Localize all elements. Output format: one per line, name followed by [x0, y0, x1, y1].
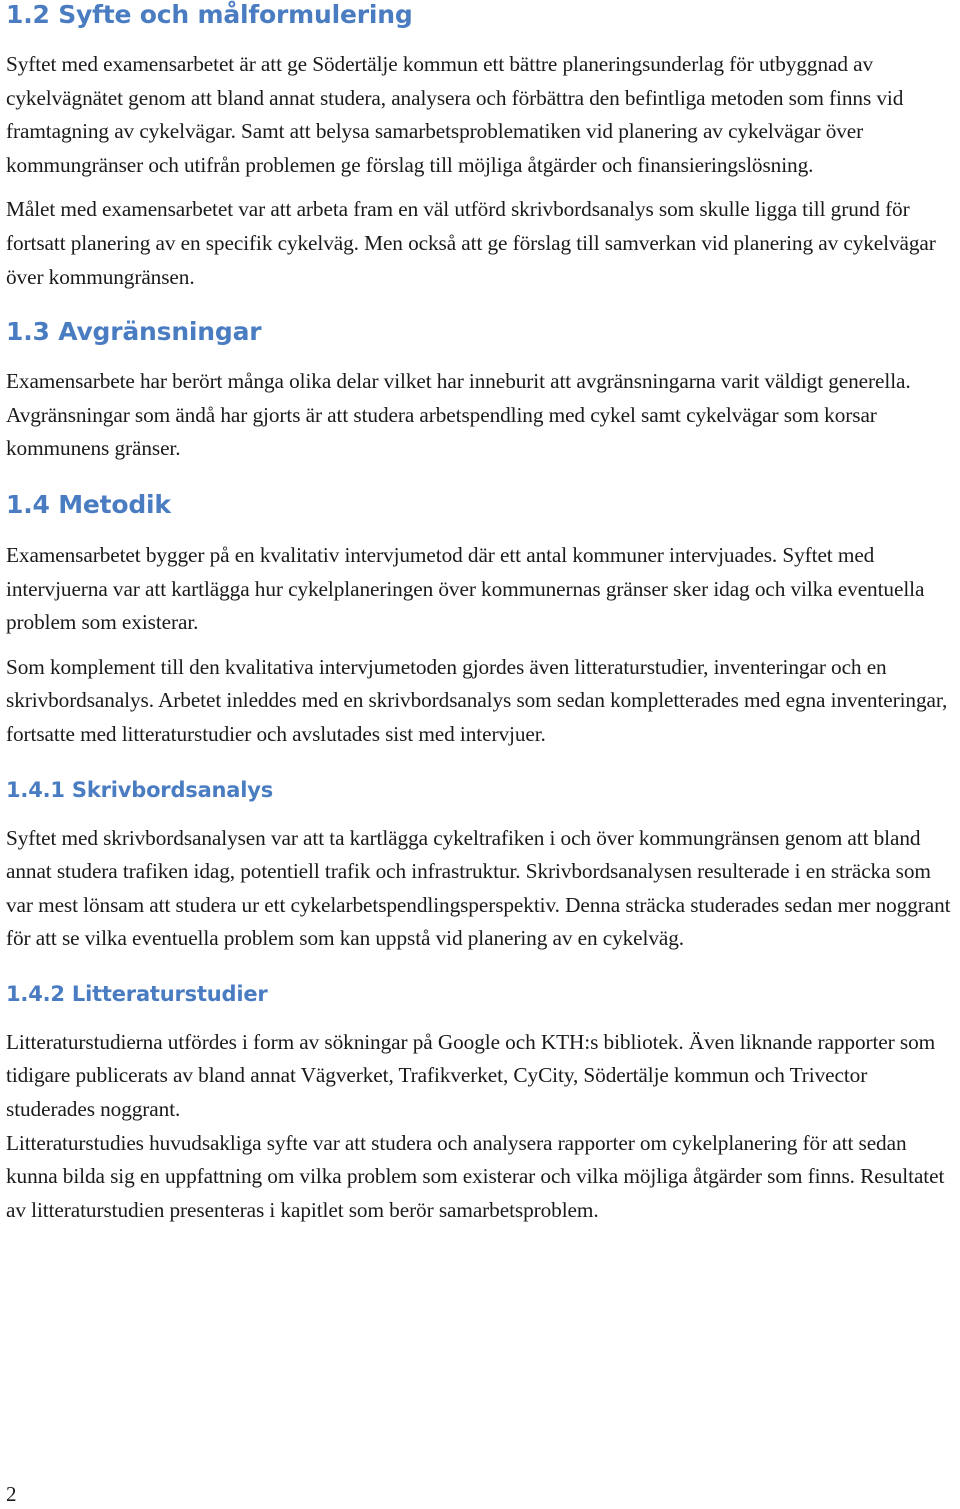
section-heading-1-4: 1.4 Metodik: [6, 489, 171, 519]
paragraph-metodik-intervju: Examensarbetet bygger på en kvalitativ intervjumetod där ett antal kommuner intervjuades. Syftet med intervjuerna var att kartlägga hur cykelplaneringen över kommunernas gränser sker idag och vilka eventuella problem som existerar.: [6, 542, 925, 635]
section-heading-1-3: 1.3 Avgränsningar: [6, 317, 262, 347]
paragraph-skrivbordsanalys: Syftet med skrivbordsanalysen var att ta kartlägga cykeltrafiken i och över kommungränsen genom att bland annat studera trafiken idag, potentiell trafik och infrastruktur. Skrivbordsanalysen resulterade i en sträcka som var mest lönsam att studera ur ett cykelarbetspendlingsperspektiv. Denna sträcka studerades sedan mer noggrant för att se vilka eventuella problem som kan uppstå vid planering av en cykelväg.: [6, 825, 951, 951]
paragraph-malet: Målet med examensarbetet var att arbeta fram en väl utförd skrivbordsanalys som skulle ligga till grund för fortsatt planering av en specifik cykelväg. Men också att ge förslag till samverkan vid planering av cykelvägar över kommungränsen.: [6, 197, 936, 289]
paragraph-avgransningar: Examensarbete har berört många olika delar vilket har inneburit att avgränsningarna varit väldigt generella. Avgränsningar som ändå har gjorts är att studera arbetspendling med cykel samt cykelvägar som korsar kommunens gränser.: [6, 369, 911, 461]
paragraph-syfte: Syftet med examensarbetet är att ge Södertälje kommun ett bättre planeringsunderlag för utbyggnad av cykelvägnätet genom att bland annat studera, analysera och förbättra den befintliga metoden som finns vid framtagning av cykelvägar. Samt att belysa samarbetsproblematiken vid planering av cykelvägar över kommungränser och utifrån problemen ge förslag till möjliga åtgärder och finansieringslösning.: [6, 52, 904, 177]
page-number: 2: [6, 1482, 17, 1506]
paragraph-litteraturstudier-sokningar: Litteraturstudierna utfördes i form av sökningar på Google och KTH:s bibliotek. Även liknande rapporter som tidigare publicerats av bland annat Vägverket, Trafikverket, CyCity, Södertälje kommun och Trivector studerades noggrant.: [6, 1029, 936, 1122]
paragraph-metodik-komplement: Som komplement till den kvalitativa intervjumetoden gjordes även litteraturstudier, inventeringar och en skrivbordsanalys. Arbetet inleddes med en skrivbordsanalys som sedan kompletterades med egna inventeringar, fortsatte med litteraturstudier och avslutades sist med intervjuer.: [6, 654, 948, 746]
document-page: [6, 0, 958, 1227]
section-heading-1-4-1: 1.4.1 Skrivbordsanalys: [6, 777, 274, 802]
section-heading-1-4-2: 1.4.2 Litteraturstudier: [6, 981, 268, 1006]
section-heading-1-2: 1.2 Syfte och målformulering: [6, 0, 413, 29]
paragraph-litteraturstudier-syfte: Litteraturstudies huvudsakliga syfte var att studera och analysera rapporter om cykelplanering för att sedan kunna bilda sig en uppfattning om vilka problem som existerar och vilka möjliga åtgärder som finns. Resultatet av litteraturstudien presenteras i kapitlet som berör samarbetsproblem.: [6, 1130, 945, 1222]
